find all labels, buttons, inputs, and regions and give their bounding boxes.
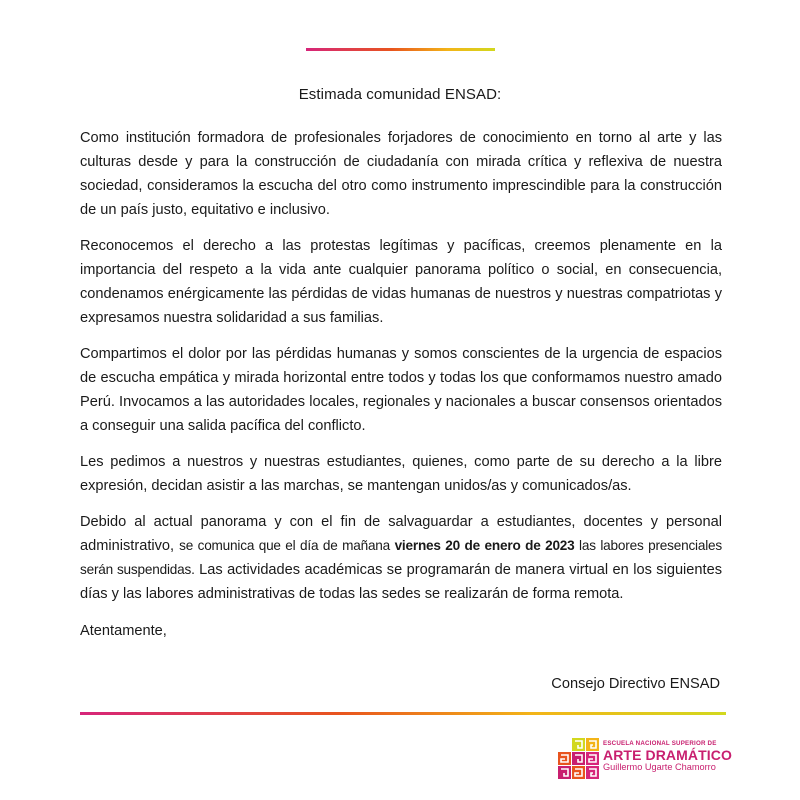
letter-signature: Consejo Directivo ENSAD bbox=[551, 676, 720, 692]
paragraph-solidarity: Compartimos el dolor por las pérdidas humanas y somos conscientes de la urgencia de espacios de escucha empática y mirada horizontal entre todos y todas los que conformamos nuestro amado Perú. Invocamos a las autoridades locales, regionales y nacionales a buscar consensos orientados a conseguir una salida pacífica del conflicto. bbox=[80, 346, 722, 434]
logo-guillermo-ugarte: Guillermo Ugarte Chamorro bbox=[603, 762, 716, 773]
letter-greeting: Estimada comunidad ENSAD: bbox=[298, 86, 502, 103]
suspension-line-1: Debido al actual panorama y con el fin de salvaguardar a estudiantes, docentes y personal administrativo, bbox=[80, 514, 722, 554]
paragraph-students: Les pedimos a nuestros y nuestras estudiantes, quienes, como parte de su derecho a la libre expresión, decidan asistir a las marchas, se mantengan unidos/as y comunicados/as. bbox=[80, 454, 722, 494]
ensad-logo bbox=[558, 738, 738, 780]
paragraph-suspension bbox=[80, 510, 722, 606]
logo-school-name: ESCUELA NACIONAL SUPERIOR DE bbox=[603, 740, 717, 747]
suspension-date: viernes 20 de enero de 2023 bbox=[394, 538, 575, 553]
bottom-gradient-divider bbox=[80, 712, 726, 715]
suspension-line-2-after: las labores presenciales serán suspendidas. bbox=[80, 538, 722, 577]
ensad-logo-text bbox=[603, 741, 732, 772]
paragraph-protests: Reconocemos el derecho a las protestas legítimas y pacíficas, creemos plenamente en la importancia del respeto a la vida ante cualquier panorama político o social, en consecuencia, condenamos enérgicamente las pérdidas de vidas humanas de nuestros y nuestras compatriotas y expresamos nuestra solidaridad a sus familias. bbox=[80, 238, 722, 326]
paragraph-institution: Como institución formadora de profesionales forjadores de conocimiento en torno al arte y las culturas desde y para la construcción de ciudadanía con mirada crítica y reflexiva de nuestra sociedad, consideramos la escucha del otro como instrumento imprescindible para la construcción de un país justo, equitativo e inclusivo. bbox=[80, 130, 722, 218]
logo-arte-dramatico: ARTE DRAMÁTICO bbox=[603, 747, 732, 764]
suspension-line-2-before: se comunica que el día de mañana bbox=[179, 538, 395, 553]
top-gradient-divider bbox=[306, 48, 495, 51]
suspension-rest: Las actividades académicas se programarán de manera virtual en los siguientes días y las labores administrativas de todas las sedes se realizarán de forma remota. bbox=[80, 562, 723, 602]
ensad-logo-icon bbox=[558, 738, 600, 780]
letter-closing: Atentamente, bbox=[80, 623, 167, 639]
letter-body bbox=[80, 126, 722, 618]
